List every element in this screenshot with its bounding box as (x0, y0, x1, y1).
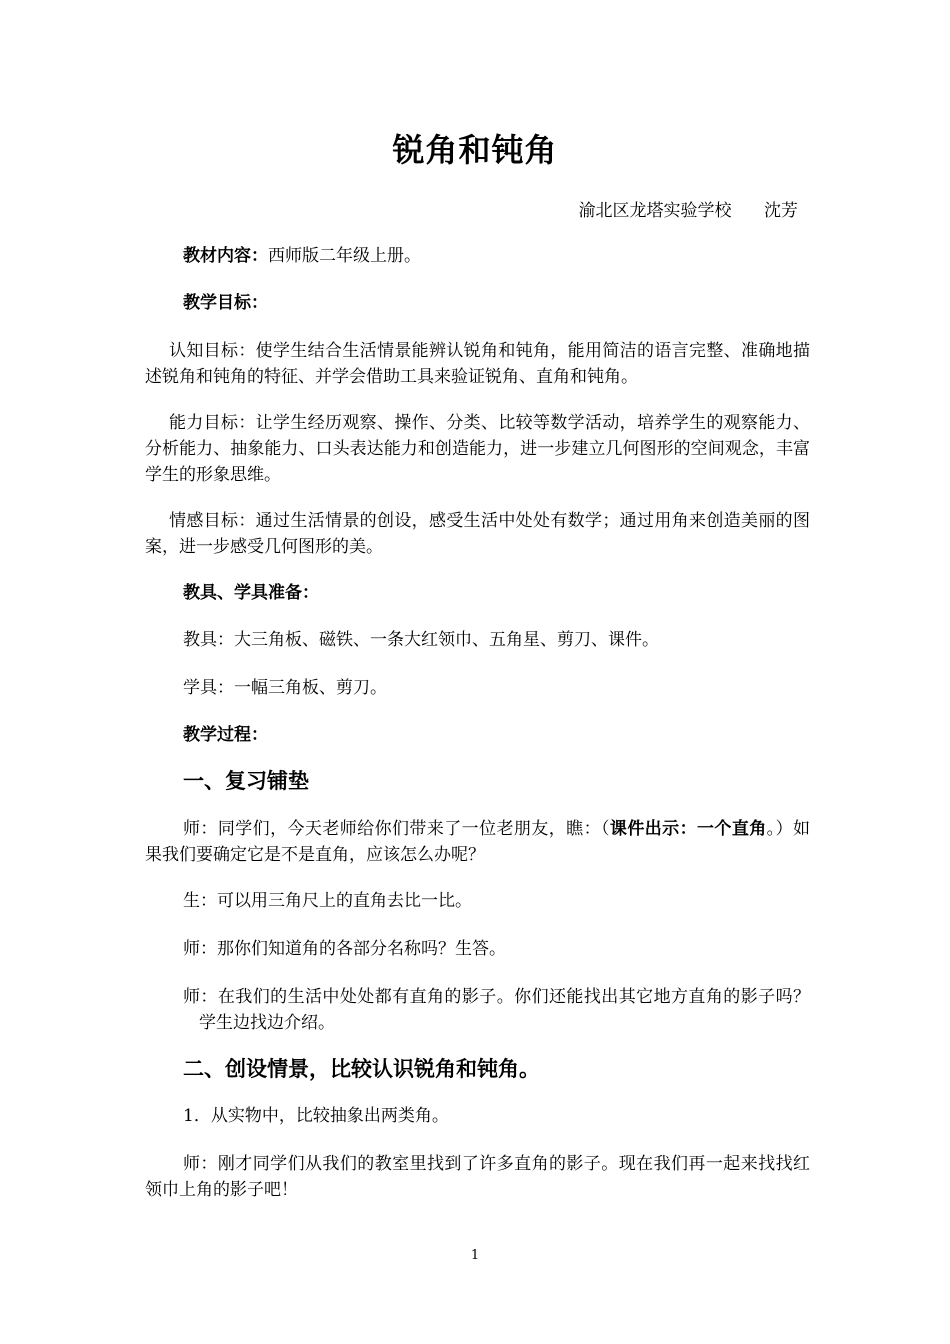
page-title: 锐角和钝角 (392, 131, 558, 169)
dialogue-1-before: 师：同学们，今天老师给你们带来了一位老朋友，瞧：（ (183, 819, 610, 839)
dialogue-paragraph-2: 生：可以用三角尺上的直角去比一比。 (183, 891, 472, 911)
tools-heading (145, 580, 810, 606)
objectives-heading (145, 290, 810, 316)
material-paragraph (145, 243, 810, 269)
section-heading-1: 一、复习铺垫 (183, 768, 309, 793)
dialogue-paragraph-3: 师：那你们知道角的各部分名称吗？生答。 (183, 939, 506, 959)
teacher-tools: 教具：大三角板、磁铁、一条大红领巾、五角星、剪刀、课件。 (183, 630, 659, 650)
author-line: 渝北区龙塔实验学校 沈芳 (578, 201, 798, 221)
dialogue-paragraph-4 (145, 984, 810, 1036)
process-label: 教学过程： (183, 725, 268, 745)
student-tools: 学具：一幅三角板、剪刀。 (183, 678, 387, 698)
process-heading (145, 722, 810, 748)
material-label: 教材内容： (183, 246, 268, 266)
dialogue-1-after: 。）如果我们要确定它是不是直角，应该怎么办呢？ (145, 819, 811, 865)
page-number: 1 (470, 1248, 480, 1263)
dialogue-1-bold: 课件出示：一个直角 (609, 819, 767, 839)
dialogue-paragraph-5: 师：刚才同学们从我们的教室里找到了许多直角的影子。现在我们再一起来找找红领巾上角的影子吧！ (145, 1154, 810, 1200)
step-paragraph-1: 1．从实物中，比较抽象出两类角。 (183, 1106, 449, 1126)
dialogue-4-main: 师：在我们的生活中处处都有直角的影子。你们还能找出其它地方直角的影子吗？ (183, 987, 810, 1007)
ability-objective: 能力目标：让学生经历观察、操作、分类、比较等数学活动，培养学生的观察能力、分析能力、抽象能力、口头表达能力和创造能力，进一步建立几何图形的空间观念，丰富学生的形象思维。 (145, 413, 810, 485)
emotion-objective: 情感目标：通过生活情景的创设，感受生活中处处有数学；通过用角来创造美丽的图案，进一步感受几何图形的美。 (145, 511, 810, 557)
dialogue-4-note: 学生边找边介绍。 (199, 1013, 336, 1033)
cognitive-objective: 认知目标：使学生结合生活情景能辨认锐角和钝角，能用简洁的语言完整、准确地描述锐角和钝角的特征、并学会借助工具来验证锐角、直角和钝角。 (145, 341, 810, 387)
section-heading-2: 二、创设情景，比较认识锐角和钝角。 (183, 1056, 540, 1081)
dialogue-paragraph-1 (145, 816, 810, 868)
objectives-label: 教学目标： (183, 293, 268, 313)
tools-label: 教具、学具准备： (183, 583, 319, 603)
material-value: 西师版二年级上册。 (268, 246, 421, 266)
